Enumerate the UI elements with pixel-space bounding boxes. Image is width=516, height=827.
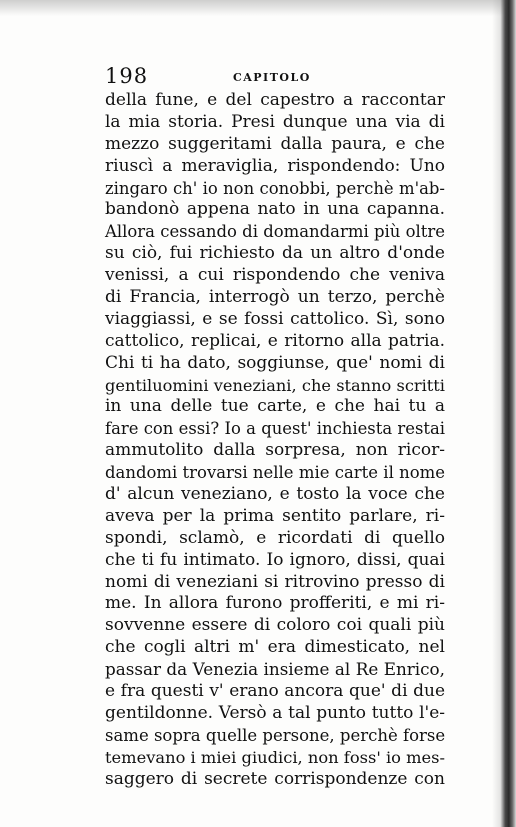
text-line: nomi di veneziani si ritrovino presso di [105, 571, 445, 592]
body-text [105, 90, 445, 791]
text-line: Allora cessando di domandarmi più oltre [105, 222, 445, 242]
text-line: riuscì a meraviglia, rispondendo: Uno [105, 155, 445, 176]
text-line: Chi ti ha dato, soggiunse, que' nomi di [105, 352, 445, 373]
page-number: 198 [105, 64, 149, 88]
page-header [105, 64, 445, 92]
page-top-shadow [0, 0, 516, 16]
text-line: dandomi trovarsi nelle mie carte il nome [105, 463, 445, 483]
running-head: CAPITOLO [233, 71, 311, 84]
text-line: fare con essi? Io a quest' inchiesta restai [105, 419, 445, 439]
text-line: e fra questi v' erano ancora que' di due [105, 681, 445, 702]
text-line: che cogli altri m' era dimesticato, nel [105, 637, 445, 658]
text-line: mezzo suggeritami dalla paura, e che [105, 133, 445, 154]
text-line: di Francia, interrogò un terzo, perchè [105, 287, 445, 308]
text-line: in una delle tue carte, e che hai tu a [105, 396, 445, 417]
text-line: sovvenne essere di coloro coi quali più [105, 615, 445, 636]
text-line: aveva per la prima sentito parlare, ri- [105, 505, 445, 526]
text-line: che ti fu intimato. Io ignoro, dissi, quai [105, 549, 445, 570]
text-line: spondi, sclamò, e ricordati di quello [105, 527, 445, 548]
text-line: saggero di secrete corrispondenze con [105, 768, 445, 789]
text-line: me. In allora furono profferiti, e mi ri- [105, 593, 445, 614]
text-line: zingaro ch' io non conobbi, perchè m'ab- [105, 178, 445, 198]
book-spine-edge [492, 0, 516, 827]
text-line: gentiluomini veneziani, che stanno scritti [105, 375, 445, 395]
text-line: cattolico, replicai, e ritorno alla patria. [105, 330, 445, 351]
text-line: la mia storia. Presi dunque una via di [105, 111, 445, 132]
text-line: ammutolito dalla sorpresa, non ricor- [105, 440, 445, 461]
text-line: gentildonne. Versò a tal punto tutto l'e- [105, 702, 445, 723]
text-line: same sopra quelle persone, perchè forse [105, 725, 446, 745]
text-line: temevano i miei giudici, non foss' io mes- [105, 747, 446, 767]
text-line: della fune, e del capestro a raccontar [105, 90, 445, 110]
text-line: venissi, a cui rispondendo che veniva [105, 265, 445, 286]
text-line: bandonò appena nato in una capanna. [105, 199, 445, 220]
text-line: d' alcun veneziano, e tosto la voce che [105, 484, 445, 505]
text-line: su ciò, fui richiesto da un altro d'onde [105, 243, 445, 264]
text-line: viaggiassi, e se fossi cattolico. Sì, sono [105, 308, 445, 329]
text-line: passar da Venezia insieme al Re Enrico, [105, 659, 445, 680]
